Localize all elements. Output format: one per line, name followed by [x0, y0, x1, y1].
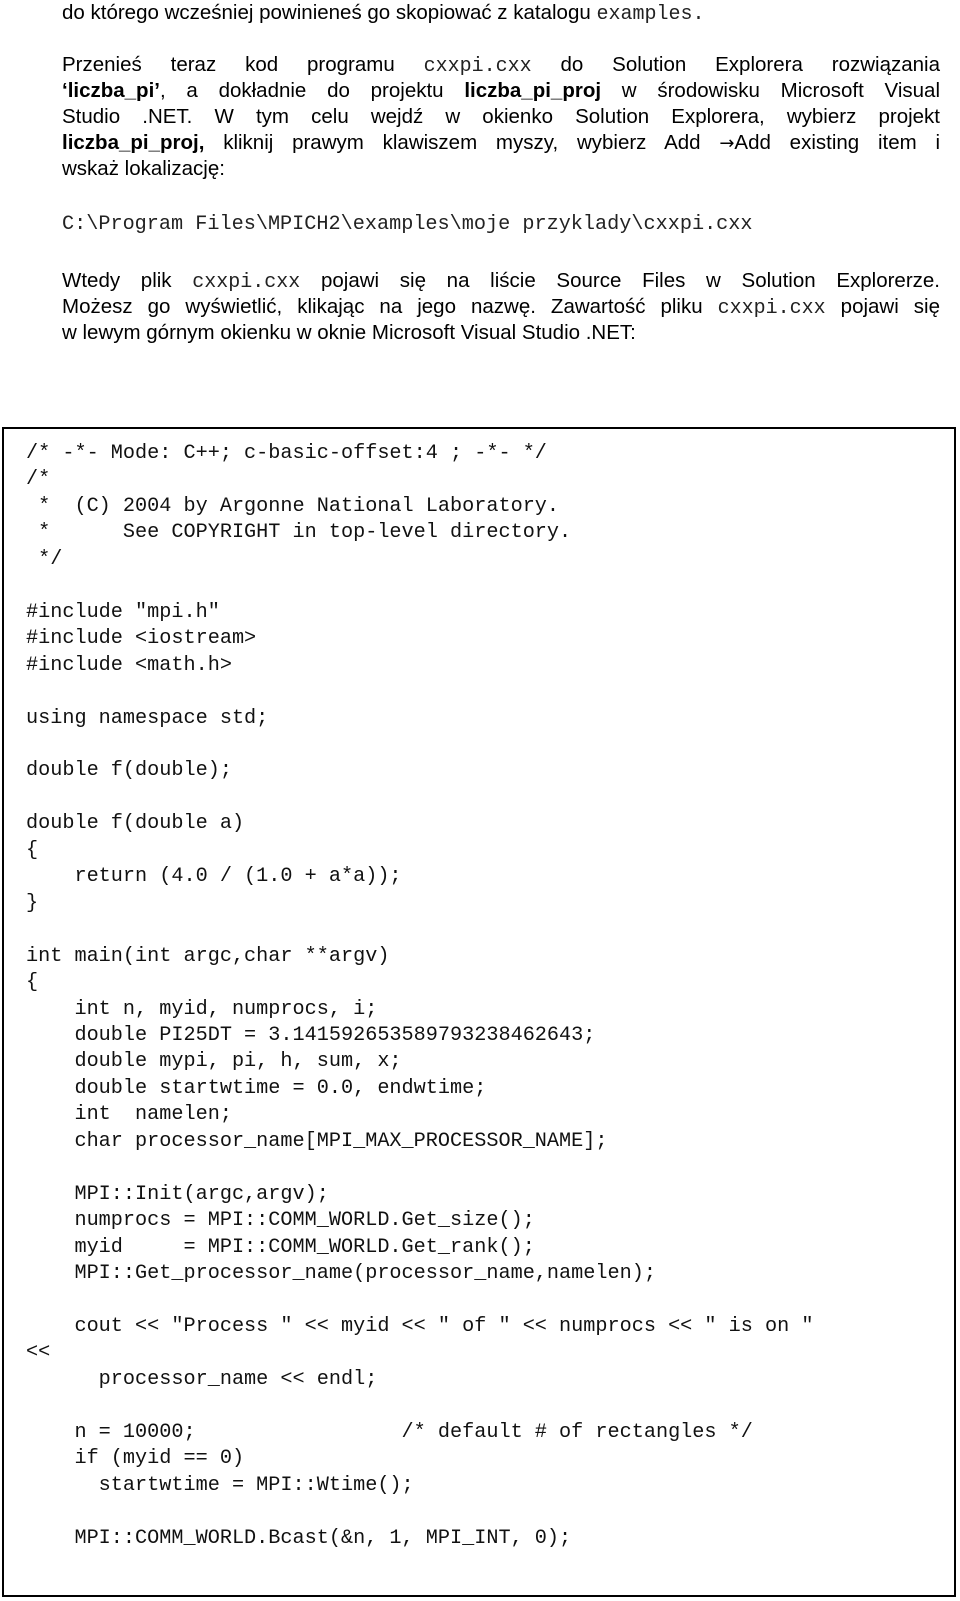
code-line: double f(double a): [26, 812, 245, 836]
p1-bold-project-2: liczba_pi_proj,: [62, 131, 205, 154]
right-arrow-icon: →: [719, 133, 735, 154]
p2-text-2: pojawi się na liście Source Files w Solution Explorerze.: [320, 269, 940, 292]
code-line: if (myid == 0): [26, 1447, 245, 1471]
p2-text-5: w lewym górnym okienku w oknie Microsoft Visual Studio .NET:: [62, 321, 636, 344]
code-line: {: [26, 838, 39, 862]
p1-text-2: do Solution Explorera rozwiązania: [560, 53, 940, 76]
p2-code-2: cxxpi.cxx: [717, 297, 826, 320]
code-line: using namespace std;: [26, 706, 269, 730]
code-line: int namelen;: [26, 1103, 232, 1127]
code-line: <<: [26, 1341, 51, 1365]
p1-text-3: , a dokładnie do projektu: [159, 79, 444, 102]
p2-text-3: Możesz go wyświetlić, klikając na jego nazwę. Zawartość pliku: [62, 295, 703, 318]
code-line: int main(int argc,char **argv): [26, 944, 390, 968]
code-line: return (4.0 / (1.0 + a*a));: [26, 865, 402, 889]
code-line: double mypi, pi, h, sum, x;: [26, 1050, 402, 1074]
p1-text-4: w środowisku Microsoft Visual: [621, 79, 940, 102]
intro-code: examples.: [596, 3, 705, 26]
code-line: numprocs = MPI::COMM_WORLD.Get_size();: [26, 1209, 535, 1233]
code-line: int n, myid, numprocs, i;: [26, 997, 378, 1021]
code-line: processor_name << endl;: [26, 1367, 378, 1391]
p1-text-6: kliknij prawym klawiszem myszy, wybierz Add: [223, 131, 701, 154]
p1-text-8: wskaż lokalizację:: [62, 157, 225, 180]
code-line: n = 10000; /* default # of rectangles */: [26, 1420, 753, 1444]
intro-line: [62, 0, 940, 26]
code-line: /* -*- Mode: C++; c-basic-offset:4 ; -*- */: [26, 442, 547, 465]
code-line: cout << "Process " << myid << " of " << numprocs << " is on ": [26, 1314, 814, 1338]
code-line: double startwtime = 0.0, endwtime;: [26, 1076, 487, 1100]
p1-text-1: Przenieś teraz kod programu: [62, 53, 395, 76]
file-path-line: [62, 213, 940, 239]
code-line: */: [26, 547, 63, 571]
p1-code-1: cxxpi.cxx: [423, 55, 532, 78]
p2-text-4: pojawi się: [840, 295, 940, 318]
p2-text-1: Wtedy plik: [62, 269, 172, 292]
code-line: myid = MPI::COMM_WORLD.Get_rank();: [26, 1235, 535, 1259]
p1-text-5: Studio .NET. W tym celu wejdź w okienko Solution Explorera, wybierz projekt: [62, 105, 940, 128]
code-line: * See COPYRIGHT in top-level directory.: [26, 521, 572, 545]
paragraph-file-appears: [62, 268, 940, 346]
file-path: C:\Program Files\MPICH2\examples\moje przyklady\cxxpi.cxx: [62, 213, 753, 236]
code-listing-box: [2, 427, 956, 1597]
code-line: * (C) 2004 by Argonne National Laboratory.: [26, 494, 560, 518]
code-line: #include <iostream>: [26, 627, 257, 651]
code-line: double PI25DT = 3.141592653589793238462643;: [26, 1023, 596, 1047]
code-line: char processor_name[MPI_MAX_PROCESSOR_NAME];: [26, 1129, 608, 1153]
code-line: #include "mpi.h": [26, 600, 220, 624]
code-line: }: [26, 891, 39, 915]
p1-bold-project: liczba_pi_proj: [464, 79, 602, 102]
p1-bold-solution: ‘liczba_pi’: [62, 79, 160, 102]
code-line: #include <math.h>: [26, 653, 232, 677]
code-line: double f(double);: [26, 759, 232, 783]
code-line: /*: [26, 468, 51, 492]
code-line: MPI::COMM_WORLD.Bcast(&n, 1, MPI_INT, 0);: [26, 1526, 572, 1550]
code-line: {: [26, 971, 39, 995]
code-listing: [26, 441, 813, 1552]
code-line: MPI::Get_processor_name(processor_name,namelen);: [26, 1262, 656, 1286]
intro-text: do którego wcześniej powinieneś go skopiować z katalogu: [62, 1, 597, 24]
code-line: MPI::Init(argc,argv);: [26, 1182, 329, 1206]
code-line: startwtime = MPI::Wtime();: [26, 1473, 414, 1497]
p1-text-7: Add existing item i: [734, 131, 940, 154]
paragraph-move-code: [62, 52, 940, 182]
p2-code-1: cxxpi.cxx: [192, 271, 301, 294]
